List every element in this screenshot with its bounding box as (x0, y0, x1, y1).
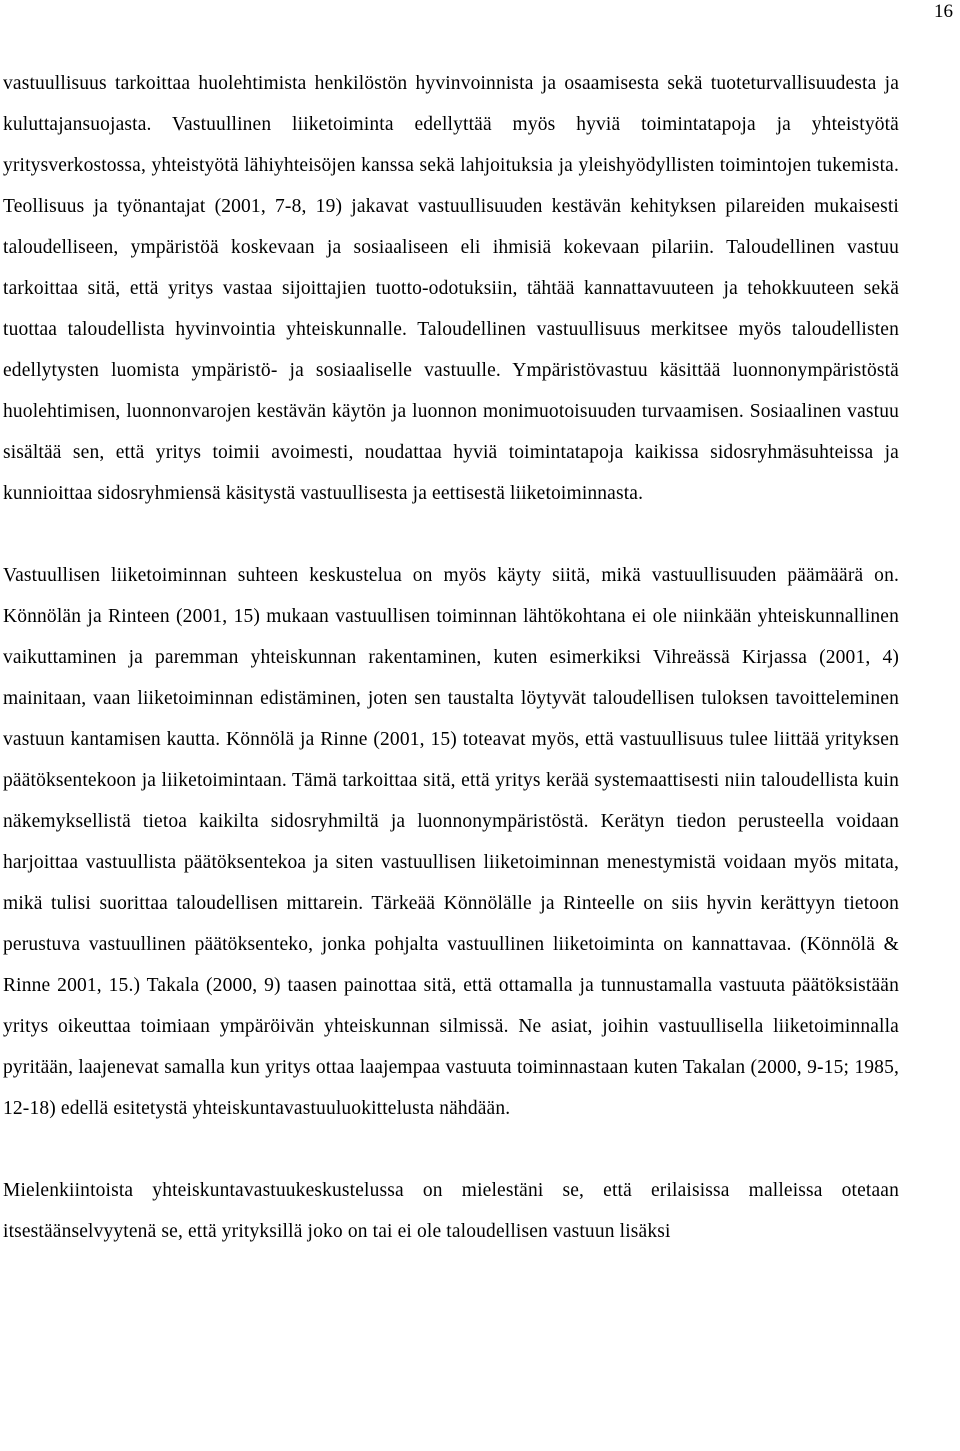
paragraph-responsibility-goal: Vastuullisen liiketoiminnan suhteen keskustelua on myös käyty siitä, mikä vastuullisuuden päämäärä on. Könnölän ja Rinteen (2001, 15) mukaan vastuullisen toiminnan lähtökohtana ei ole niinkään yhteiskunnallinen vaikuttaminen ja paremman yhteiskunnan rakentaminen, kuten esimerkiksi Vihreässä Kirjassa (2001, 4) mainitaan, vaan liiketoiminnan edistäminen, joten sen taustalta löytyvät taloudellisen tuloksen tavoitteleminen vastuun kantamisen kautta. Könnölä ja Rinne (2001, 15) toteavat myös, että vastuullisuus tulee liittää yrityksen päätöksentekoon ja liiketoimintaan. Tämä tarkoittaa sitä, että yritys kerää systemaattisesti niin taloudellista kuin näkemyksellistä tietoa kaikilta sidosryhmiltä ja luonnonympäristöstä. Kerätyn tiedon perusteella voidaan harjoittaa vastuullista päätöksentekoa ja siten vastuullisen liiketoiminnan menestymistä voidaan myös mitata, mikä tulisi suorittaa taloudellisen mittarein. Tärkeää Könnölälle ja Rinteelle on siis hyvin kerättyyn tietoon perustuva vastuullinen päätöksenteko, jonka pohjalta vastuullinen liiketoiminta on kannattavaa. (Könnölä & Rinne 2001, 15.) Takala (2000, 9) taasen painottaa sitä, että ottamalla ja tunnustamalla vastuuta päätöksistään yritys oikeuttaa toimiaan ympäröivän yhteiskunnan silmissä. Ne asiat, joihin vastuullisella liiketoiminnalla pyritään, laajenevat samalla kun yritys ottaa laajempaa vastuuta toiminnastaan kuten Takalan (2000, 9-15; 1985, 12-18) edellä esitetystä yhteiskuntavastuuluokittelusta nähdään. (3, 565, 899, 1119)
document-body (3, 63, 899, 1252)
paragraph-responsibility-pillars: vastuullisuus tarkoittaa huolehtimista henkilöstön hyvinvoinnista ja osaamisesta sekä tuoteturvallisuudesta ja kuluttajansuojasta. Vastuullinen liiketoiminta edellyttää myös hyviä toimintatapoja ja yhteistyötä yritysverkostossa, yhteistyötä lähiyhteisöjen kanssa sekä lahjoituksia ja yleishyödyllisten toimintojen tukemista. Teollisuus ja työnantajat (2001, 7-8, 19) jakavat vastuullisuuden kestävän kehityksen pilareiden mukaisesti taloudelliseen, ympäristöä koskevaan ja sosiaaliseen eli ihmisiä kokevaan pilariin. Taloudellinen vastuu tarkoittaa sitä, että yritys vastaa sijoittajien tuotto-odotuksiin, tähtää kannattavuuteen ja tehokkuuteen sekä tuottaa taloudellista hyvinvointia yhteiskunnalle. Taloudellinen vastuullisuus merkitsee myös taloudellisten edellytysten luomista ympäristö- ja sosiaaliselle vastuulle. Ympäristövastuu käsittää luonnonympäristöstä huolehtimisen, luonnonvarojen kestävän käytön ja luonnon monimuotoisuuden turvaamisen. Sosiaalinen vastuu sisältää sen, että yritys toimii avoimesti, noudattaa hyviä toimintatapoja kaikissa sidosryhmäsuhteissa ja kunnioittaa sidosryhmiensä käsitystä vastuullisesta ja eettisestä liiketoiminnasta. (3, 73, 899, 504)
paragraph-csr-discussion: Mielenkiintoista yhteiskuntavastuukeskustelussa on mielestäni se, että erilaisissa malleissa otetaan itsestäänselvyytenä se, että yrityksillä joko on tai ei ole taloudellisen vastuun lisäksi (3, 1180, 899, 1242)
page-number: 16 (934, 1, 953, 22)
